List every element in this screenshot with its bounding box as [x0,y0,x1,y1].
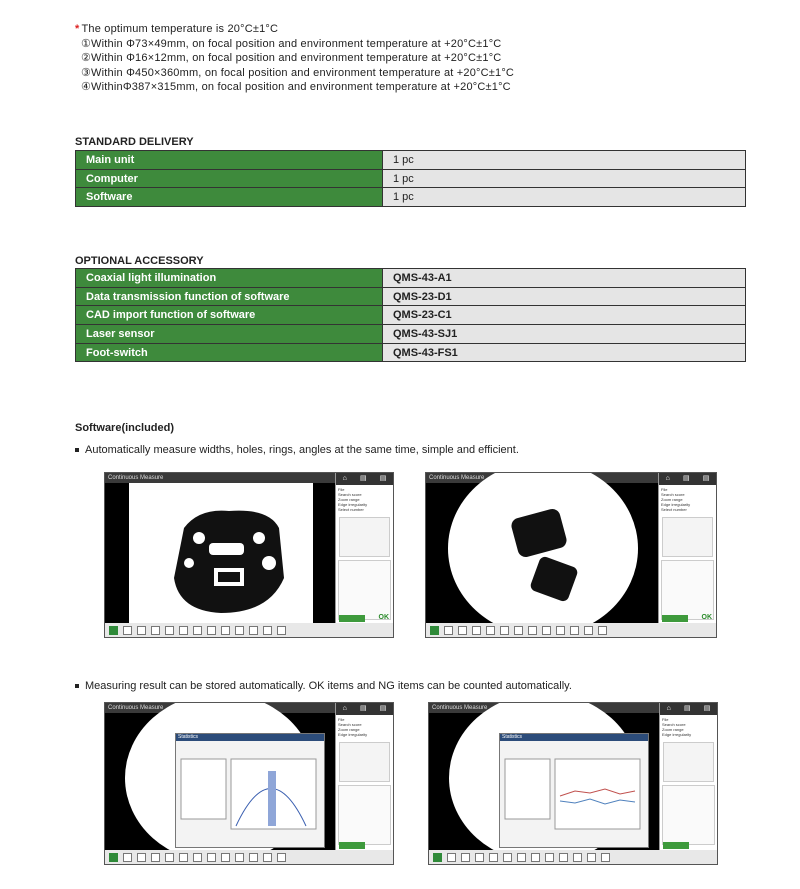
window-title: Continuous Measure [426,473,716,483]
side-panel: ⌂ ▤ ▤ File Search score Zoom range Edge irregularity [659,703,717,864]
optional-accessory-title: OPTIONAL ACCESSORY [75,255,204,267]
table-row: Computer 1 pc [76,169,746,188]
camera-view [426,483,660,623]
side-panel: ⌂ ▤ ▤ File Search score Zoom range Edge irregularity [335,703,393,864]
part-preview [662,517,713,557]
software-screenshot [428,702,718,865]
dialog-title: Statistics [500,734,648,741]
camera-view [105,713,337,850]
toolbar [426,623,716,637]
table-row: Coaxial light illumination QMS-43-A1 [76,269,746,288]
bullet-icon [75,684,79,688]
part-preview [663,742,714,782]
start-button[interactable] [662,615,688,622]
table-row: Laser sensor QMS-43-SJ1 [76,325,746,344]
table-row: CAD import function of software QMS-23-C1 [76,306,746,325]
start-button[interactable] [339,615,365,622]
software-screenshot [104,472,394,638]
ok-status: OK [701,614,712,621]
table-row: Software 1 pc [76,188,746,207]
result-list [662,785,715,845]
note-item: ②Within Φ16×12mm, on focal position and environment temperature at +20°C±1°C [81,52,502,64]
software-screenshot [104,702,394,865]
optional-accessory-table [75,268,746,362]
table-row: Data transmission function of software QMS-23-D1 [76,287,746,306]
bullet-icon [75,448,79,452]
trend-image [500,741,648,841]
part-preview [339,517,390,557]
result-list [661,560,714,620]
camera-view [129,483,313,623]
toolbar [105,850,393,864]
window-title: Continuous Measure [429,703,717,713]
software-screenshot [425,472,717,638]
statistics-dialog [499,733,649,848]
part-preview [339,742,390,782]
table-row: Foot-switch QMS-43-FS1 [76,343,746,362]
table-row: Main unit 1 pc [76,151,746,170]
result-list [338,785,391,845]
software-bullet: Automatically measure widths, holes, rings, angles at the same time, simple and efficient. [75,444,519,456]
camera-view [429,713,661,850]
part-image [129,483,313,613]
note-item: ①Within Φ73×49mm, on focal position and environment temperature at +20°C±1°C [81,37,502,50]
side-panel: ⌂ ▤ ▤ File Search score Zoom range Edge irregularity Select number OK [658,473,716,637]
software-bullet: Measuring result can be stored automatically. OK items and NG items can be counted automatically. [75,680,572,692]
notes-headline: * The optimum temperature is 20°C±1°C [75,23,279,35]
part-image [426,483,660,625]
toolbar [105,623,393,637]
temperature-notes [75,22,514,95]
result-list [338,560,391,620]
window-title: Continuous Measure [105,703,393,713]
start-button[interactable] [339,842,365,849]
note-item: ③Within Φ450×360mm, on focal position and environment temperature at +20°C±1°C [81,66,515,79]
window-title: Continuous Measure [105,473,393,483]
software-title: Software(included) [75,422,175,434]
side-panel: ⌂ ▤ ▤ File Search score Zoom range Edge irregularity Select number OK [335,473,393,637]
standard-delivery-table [75,150,746,207]
toolbar [429,850,717,864]
statistics-dialog [175,733,325,848]
note-item: ④WithinΦ387×315mm, on focal position and environment temperature at +20°C±1°C [81,81,511,93]
dialog-title: Statistics [176,734,324,741]
asterisk-icon: * [75,23,80,35]
standard-delivery-title: STANDARD DELIVERY [75,136,194,148]
start-button[interactable] [663,842,689,849]
ok-status: OK [378,614,389,621]
histogram-image [176,741,324,841]
